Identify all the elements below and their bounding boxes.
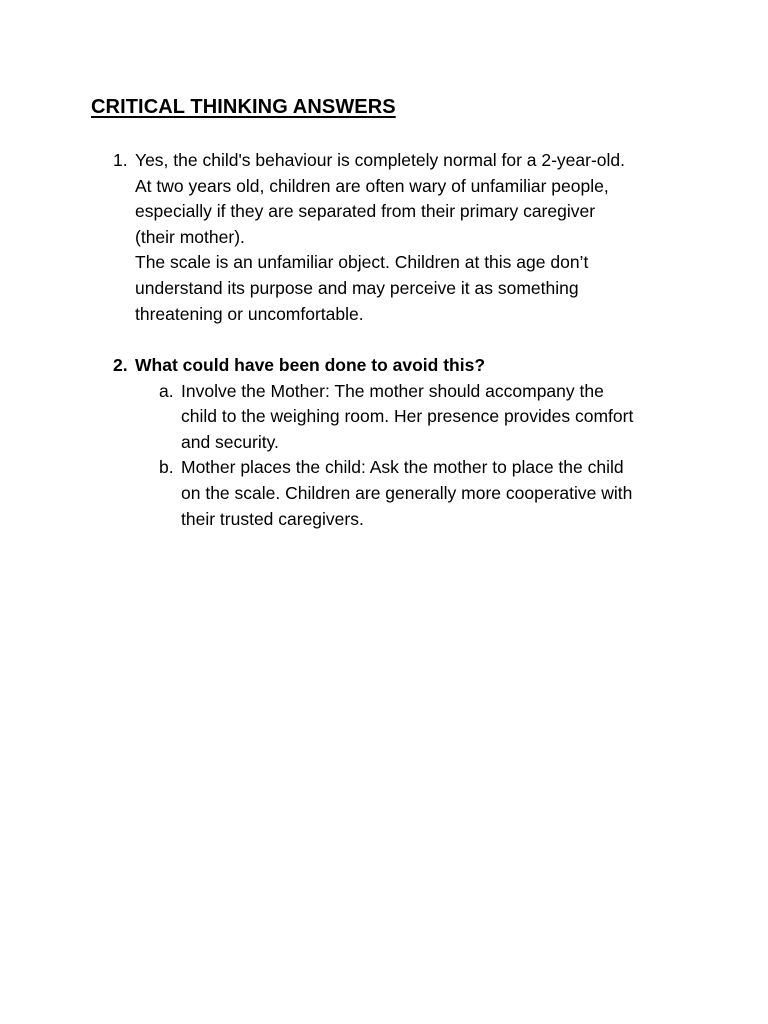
subitem-a-line: Involve the Mother: The mother should accompany the [181,380,604,401]
subitem-b-line: Mother places the child: Ask the mother to place the child [181,457,624,478]
answer-1-line: At two years old, children are often wary of unfamiliar people, [135,175,609,196]
answer-2-question: What could have been done to avoid this? [135,355,486,375]
answer-1-line: (their mother). [135,226,245,247]
subitem-b-letter: b. [159,457,174,478]
subitem-b-line: on the scale. Children are generally more cooperative with [181,482,633,503]
answer-1-line: especially if they are separated from their primary caregiver [135,201,596,222]
document-title: CRITICAL THINKING ANSWERS [91,96,396,118]
answer-2-subitem-b [159,455,713,532]
answer-1-line: The scale is an unfamiliar object. Children at this age don’t [135,252,589,273]
answer-1-number: 1. [113,150,128,170]
subitem-a-line: child to the weighing room. Her presence provides comfort [181,406,634,427]
answer-1 [113,148,713,327]
answer-1-text [135,148,713,327]
answer-2-subitem-a [159,379,713,456]
answer-1-line: understand its purpose and may perceive it as something [135,277,579,298]
subitem-b-text [181,455,713,532]
subitem-a-text [181,379,713,456]
answer-1-line: Yes, the child's behaviour is completely normal for a 2-year-old. [135,150,626,170]
subitem-a-letter: a. [159,380,174,401]
answer-2-number: 2. [113,355,128,375]
subitem-a-line: and security. [181,431,279,452]
answer-2-body [135,353,713,379]
answer-2 [113,353,713,532]
subitem-b-line: their trusted caregivers. [181,508,364,529]
answer-1-line: threatening or uncomfortable. [135,303,364,324]
